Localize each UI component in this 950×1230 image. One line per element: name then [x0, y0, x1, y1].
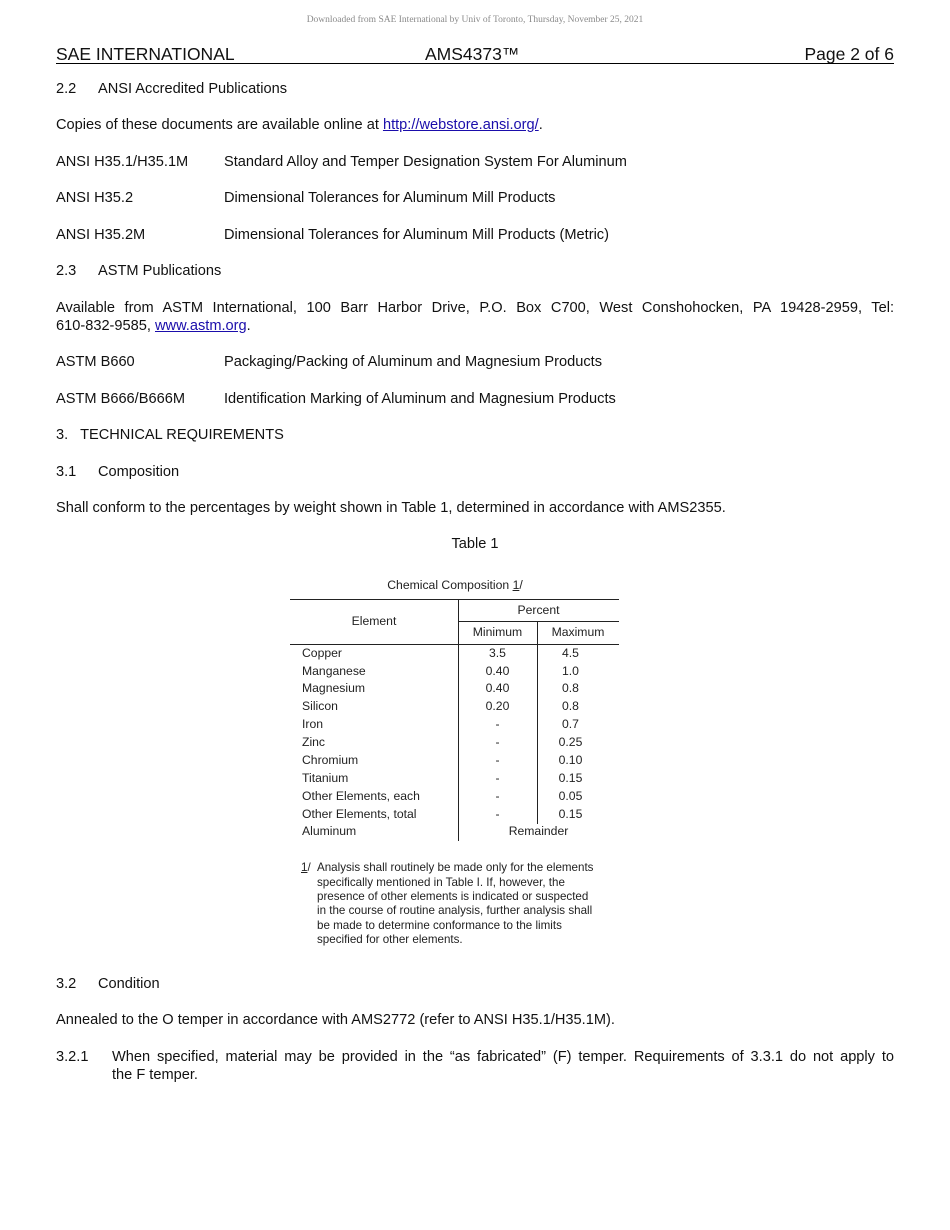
- ansi-intro-prefix: Copies of these documents are available online at: [56, 117, 383, 133]
- astm-line-suffix: .: [246, 318, 251, 334]
- footnote-line: presence of other elements is indicated or suspected: [317, 890, 589, 903]
- row-element: Chromium: [302, 753, 359, 767]
- table-caption-text: Chemical Composition: [387, 578, 513, 592]
- row-element: Manganese: [302, 664, 366, 678]
- row-max: 0.15: [558, 807, 583, 821]
- footnote-marker: [301, 861, 311, 874]
- row-min: -: [495, 735, 500, 749]
- row-min: -: [495, 789, 500, 803]
- header-org: SAE INTERNATIONAL: [56, 44, 235, 64]
- download-watermark: Downloaded from SAE International by Univ of Toronto, Thursday, November 25, 2021: [306, 15, 644, 25]
- row-element: Aluminum: [302, 824, 357, 838]
- section-3-heading: 3. TECHNICAL REQUIREMENTS: [56, 427, 284, 443]
- ref-title: Identification Marking of Aluminum and Magnesium Products: [224, 391, 616, 407]
- row-min: 0.40: [485, 681, 510, 695]
- row-max: 0.8: [562, 681, 579, 695]
- footnote-number: 1: [301, 861, 308, 874]
- ansi-intro: [56, 117, 543, 133]
- section-3-2-text: Annealed to the O temper in accordance with AMS2772 (refer to ANSI H35.1/H35.1M).: [56, 1012, 615, 1028]
- row-min: -: [495, 807, 500, 821]
- column-header-maximum: Maximum: [551, 625, 605, 639]
- row-element: Silicon: [302, 699, 338, 713]
- table-caption: [290, 578, 620, 592]
- ansi-intro-suffix: .: [538, 117, 543, 133]
- section-3-1-text: Shall conform to the percentages by weight shown in Table 1, determined in accordance with AMS2355.: [56, 500, 726, 516]
- section-2-2-title: ANSI Accredited Publications: [98, 81, 288, 97]
- astm-phone: 610-832-9585,: [56, 318, 155, 334]
- row-element: Other Elements, each: [302, 789, 420, 803]
- section-3-1-number: 3.1: [56, 464, 77, 480]
- row-max: 1.0: [562, 664, 579, 678]
- ref-code: ASTM B666/B666M: [56, 391, 185, 407]
- ref-title: Dimensional Tolerances for Aluminum Mill Products: [224, 190, 556, 206]
- row-max: 0.05: [558, 789, 583, 803]
- row-remainder: Remainder: [508, 824, 569, 838]
- table-header-rule: [290, 644, 619, 645]
- row-max: 0.15: [558, 771, 583, 785]
- footnote-slash: /: [307, 861, 311, 874]
- column-header-minimum: Minimum: [472, 625, 523, 639]
- row-element: Copper: [302, 646, 342, 660]
- row-min: -: [495, 771, 500, 785]
- ref-code: ANSI H35.2: [56, 190, 134, 206]
- ref-code: ANSI H35.2M: [56, 227, 146, 243]
- footnote-line: Analysis shall routinely be made only for the elements: [317, 861, 594, 874]
- row-max: 0.8: [562, 699, 579, 713]
- section-2-3-number: 2.3: [56, 263, 77, 279]
- table-top-rule: [290, 599, 619, 600]
- row-min: 3.5: [489, 646, 506, 660]
- row-min: 0.40: [485, 664, 510, 678]
- table-label: Table 1: [451, 536, 499, 552]
- column-header-percent: Percent: [517, 603, 560, 617]
- row-element: Zinc: [302, 735, 326, 749]
- section-3-2-title: Condition: [98, 976, 160, 992]
- ref-code: ASTM B660: [56, 354, 135, 370]
- table-caption-note-ref: 1: [512, 578, 520, 592]
- section-2-3-title: ASTM Publications: [98, 263, 222, 279]
- astm-website-link[interactable]: www.astm.org: [155, 318, 247, 334]
- table-caption-note-slash: /: [519, 578, 523, 592]
- ref-title: Dimensional Tolerances for Aluminum Mill Products (Metric): [224, 227, 609, 243]
- row-min: 0.20: [485, 699, 510, 713]
- footnote-line: specifically mentioned in Table I. If, however, the: [317, 876, 565, 889]
- ref-title: Packaging/Packing of Aluminum and Magnesium Products: [224, 354, 603, 370]
- row-element: Magnesium: [302, 681, 365, 695]
- column-header-element: Element: [351, 614, 397, 628]
- section-3-2-1-line-2: the F temper.: [112, 1067, 198, 1083]
- section-3-2-1-line-1: When specified, material may be provided in the “as fabricated” (F) temper. Requirements of 3.3.1 do not apply to: [112, 1049, 894, 1065]
- section-3-2-1-number: 3.2.1: [56, 1049, 89, 1065]
- ref-code: ANSI H35.1/H35.1M: [56, 154, 189, 170]
- row-element: Other Elements, total: [302, 807, 417, 821]
- row-max: 0.25: [558, 735, 583, 749]
- section-3-2-number: 3.2: [56, 976, 77, 992]
- astm-address-line-2: [56, 318, 251, 334]
- section-2-2-number: 2.2: [56, 81, 77, 97]
- header-rule: [56, 63, 894, 64]
- row-max: 0.7: [562, 717, 579, 731]
- table-percent-rule: [458, 621, 619, 622]
- section-3-1-title: Composition: [98, 464, 180, 480]
- header-doc-id: AMS4373™: [425, 44, 520, 64]
- ansi-webstore-link[interactable]: http://webstore.ansi.org/: [382, 117, 539, 133]
- row-max: 0.10: [558, 753, 583, 767]
- row-element: Titanium: [302, 771, 349, 785]
- footnote-line: specified for other elements.: [317, 933, 463, 946]
- row-min: -: [495, 717, 500, 731]
- ref-title: Standard Alloy and Temper Designation System For Aluminum: [224, 154, 627, 170]
- footnote-line: be made to determine conformance to the limits: [317, 919, 562, 932]
- row-element: Iron: [302, 717, 324, 731]
- row-max: 4.5: [562, 646, 579, 660]
- footnote-line: in the course of routine analysis, further analysis shall: [317, 904, 593, 917]
- header-page-number: Page 2 of 6: [804, 44, 894, 64]
- astm-address-line-1: Available from ASTM International, 100 Barr Harbor Drive, P.O. Box C700, West Conshohocken, PA 19428-2959, Tel:: [56, 300, 894, 316]
- row-min: -: [495, 753, 500, 767]
